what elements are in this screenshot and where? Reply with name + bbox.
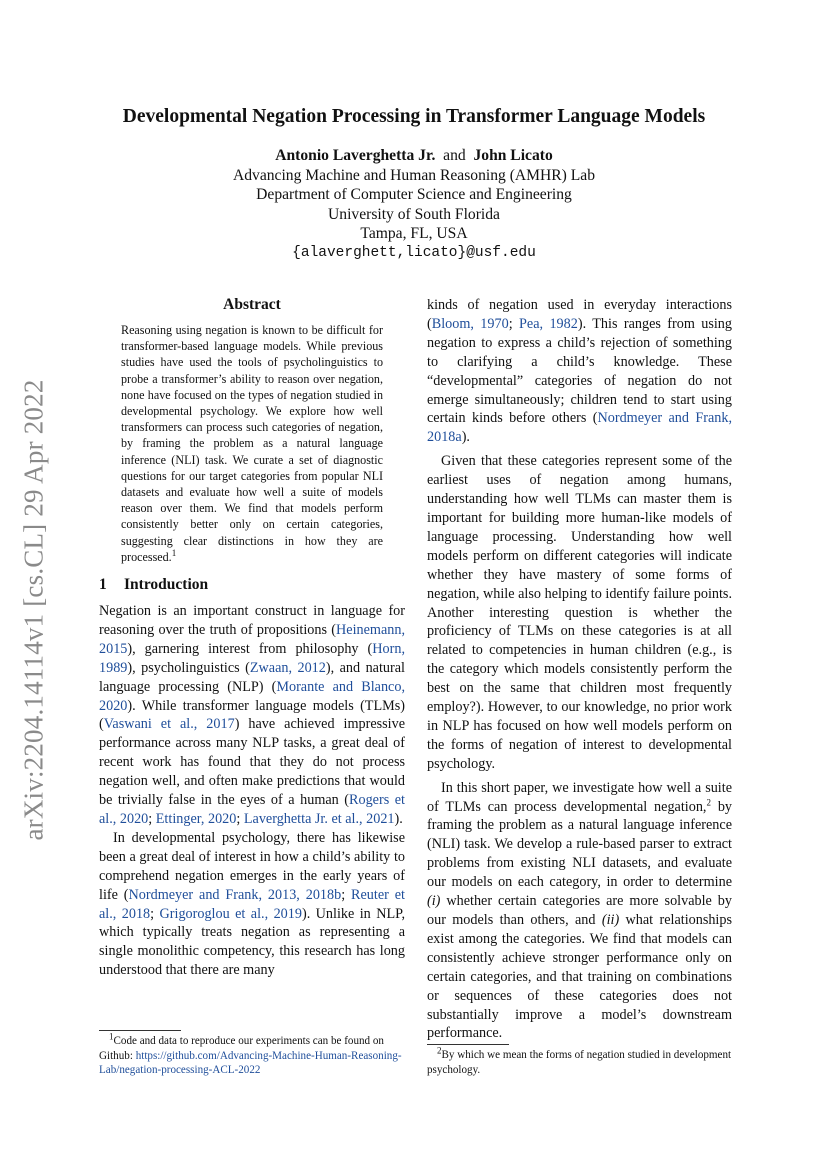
intro-paragraph-5: In this short paper, we investigate how well a suite of TLMs can process developmental negation,$^2$ by framing the problem as a natural language inference (NLI) task. We develop a rule-based parser to extract problems from existing NLI datasets, and evaluate our models on each category, in order to determine (i) whether certain categories are more solvable by our models than others, and (ii) what relationships exist among the categories. We find that models can consistently achieve stronger performance only on certain categories, and that training on combinations or sequences of these categories does not substantially improve a model’s downstream performance. [427,779,733,1042]
section-number: 1 [99,576,107,594]
github-link[interactable]: https://github.com/Advancing-Machine-Human-Reasoning-Lab/negation-processing-ACL-2022 [99,1049,402,1077]
left-column [99,296,405,980]
citation-link[interactable]: Reuter et al., 2018 [99,886,405,922]
intro-paragraph-3: kinds of negation used in everyday interactions (Bloom, 1970; Pea, 1982). This ranges from using negation to express a child’s rejection of something to clarifying a child’s knowledge. These “developmental” categories of negation do not emerge simultaneously; children tend to start using certain kinds before others (Nordmeyer and Frank, 2018a). [427,297,732,446]
citation-link[interactable]: Morante and Blanco, 2020 [99,678,405,714]
footnote-2-mark: 2 [437,1045,442,1056]
arxiv-sidebar-stamp [14,360,54,860]
citation-link[interactable]: Pea, 1982 [519,315,578,332]
abstract-heading: Abstract [223,296,281,313]
intro-paragraph-4: Given that these categories represent some of the earliest uses of negation among humans, understanding how well TLMs can master them is important for building more human-like models of language processing. Understanding how well models perform on different categories will indicate whether they have mastery of some forms of negation, while also helping to identify failure points. Another interesting question is whether the proficiency of TLMs on these categories is at all related to competencies in human children (e.g., is the category which models consistently perform the best on the same that children most frequently employ?). However, to our knowledge, no prior work in NLP has focused on how well models perform on the forms of negation of interest to developmental psychology. [427,453,732,772]
citation-link[interactable]: Bloom, 1970 [431,315,509,332]
footnote-1 [99,1031,405,1078]
arxiv-identifier: arXiv:2204.14114v1 [cs.CL] 29 Apr 2022 [18,379,49,841]
citation-link[interactable]: Heinemann, 2015 [99,621,405,657]
footnote-mark-1: 1 [171,547,177,558]
author-department: Department of Computer Science and Engineering [256,186,572,204]
citation-link[interactable]: Laverghetta Jr. et al., 2021 [243,811,395,828]
footnote-1-mark: 1 [109,1031,114,1042]
intro-paragraph-1: Negation is an important construct in language for reasoning over the truth of propositions (Heinemann, 2015), garnering interest from philosophy (Horn, 1989), psycholinguistics (Zwaan, 2012), and natural language processing (NLP) (Morante and Blanco, 2020). While transformer language models (TLMs) (Vaswani et al., 2017) have achieved impressive performance across many NLP tasks, a great deal of recent work has found that they do not process negation well, and often make predictions that would be trivially false in the eyes of a human (Rogers et al., 2020; Ettinger, 2020; Laverghetta Jr. et al., 2021). [99,603,406,828]
citation-link[interactable]: Horn, 1989 [99,640,405,676]
author-first: Antonio Laverghetta Jr. [275,147,436,164]
section-title: Introduction [124,576,209,594]
author-names [0,146,828,166]
footnote-1-text: Code and data to reproduce our experiments can be found on Github: [99,1035,384,1062]
footnote-2-text: By which we mean the forms of negation studied in development psychology. [427,1049,732,1076]
citation-link[interactable]: Grigoroglou et al., 2019 [159,905,302,922]
footnote-mark-2: 2 [706,796,711,807]
author-email: {alaverghett,licato}@usf.edu [292,244,536,261]
abstract-body: Reasoning using negation is known to be difficult for transformer-based language models. While previous studies have used the tools of psycholinguistics to probe a transformer’s ability to reason over negation, none have focused on the types of negation studied in developmental psychology. We explore how well transformers can process such categories of negation, by framing the problem as a natural language inference (NLI) task. We curate a set of diagnostic questions for our target categories from popular NLI datasets and evaluate how well a suite of models reason over them. We find that models perform consistently better only on certain categories, suggesting clear distinctions in how they are processed. [121,323,383,564]
author-university: University of South Florida [328,205,500,223]
author-lab: Advancing Machine and Human Reasoning (AMHR) Lab [232,166,596,184]
author-conjunction: and [443,147,466,164]
citation-link[interactable]: Rogers et al., 2020 [99,792,405,828]
author-block [0,146,828,264]
footnote-2 [427,1045,732,1077]
citation-link[interactable]: Zwaan, 2012 [249,659,326,676]
right-column [427,296,732,1043]
paper-title: Developmental Negation Processing in Transformer Language Models [122,106,706,127]
section-heading-introduction [99,576,405,594]
author-second: John Licato [473,147,553,164]
citation-link[interactable]: Nordmeyer and Frank, 2013, 2018b [128,886,342,903]
footnote-left [99,1030,405,1078]
intro-paragraph-2: In developmental psychology, there has likewise been a great deal of interest in how a child’s ability to comprehend negation emerges in the early years of life (Nordmeyer and Frank, 2013, 2018b; Reuter et al., 2018; Grigoroglou et al., 2019). Unlike in NLP, which typically treats negation as representing a single monolithic competency, this research has long understood that there are many [99,829,405,979]
author-location: Tampa, FL, USA [360,225,468,243]
citation-link[interactable]: Vaswani et al., 2017 [103,716,235,733]
citation-link[interactable]: Ettinger, 2020 [155,811,237,828]
abstract-text [121,322,383,565]
footnote-right [427,1044,732,1077]
citation-link[interactable]: Nordmeyer and Frank, 2018a [427,410,732,446]
